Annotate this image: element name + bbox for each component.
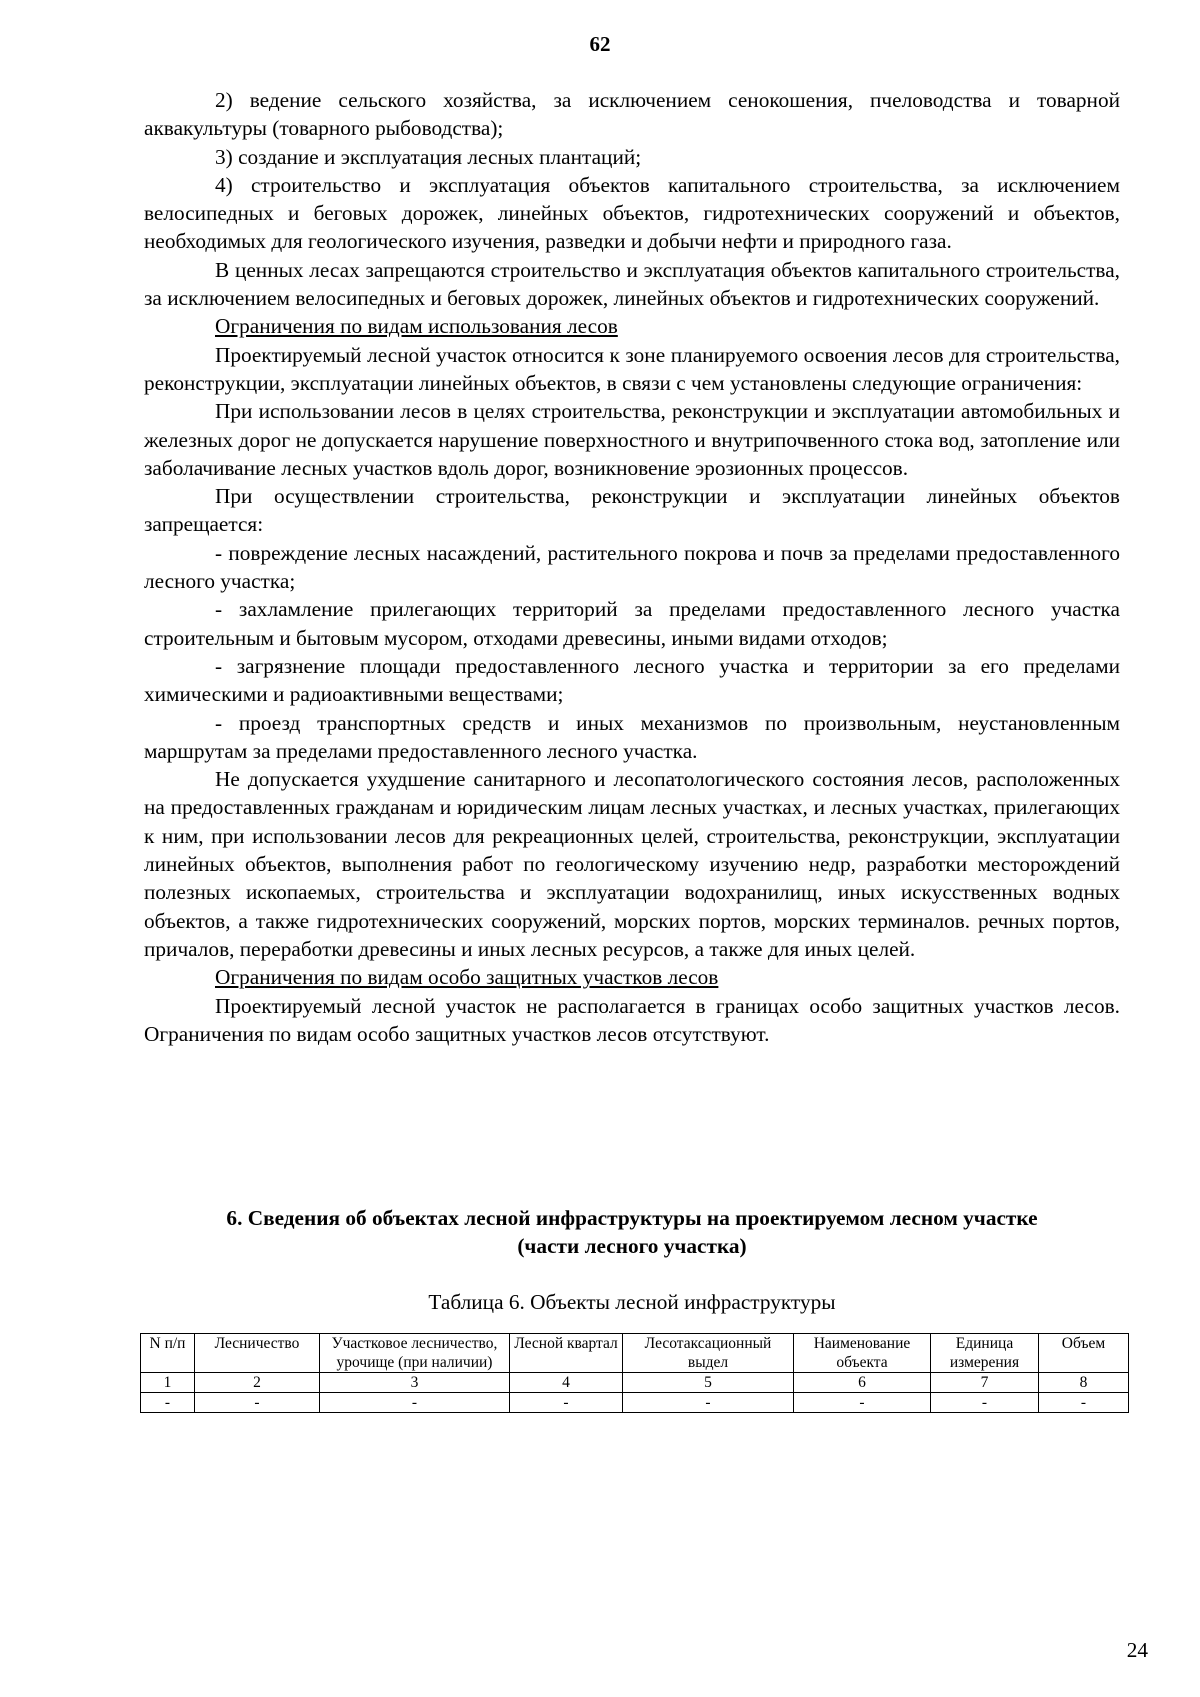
table-cell: -: [195, 1393, 320, 1413]
paragraph: В ценных лесах запрещаются строительство и эксплуатация объектов капитального строительства, за исключением велосипедных и беговых дорожек, линейных объектов и гидротехнических сооружений.: [144, 257, 1120, 311]
body-text: [144, 86, 1120, 1048]
table-caption: Таблица 6. Объекты лесной инфраструктуры: [428, 1290, 836, 1314]
table-header-cell: Лесничество: [195, 1334, 320, 1373]
table-cell: 8: [1039, 1373, 1129, 1393]
subheading-protective-areas-restrictions: Ограничения по видам особо защитных участков лесов: [215, 965, 719, 990]
paragraph: 2) ведение сельского хозяйства, за исключением сенокошения, пчеловодства и товарной аквакультуры (товарного рыбоводства);: [144, 88, 1120, 141]
table-header-cell: Лесотаксационный выдел: [623, 1334, 794, 1373]
table-cell: -: [510, 1393, 623, 1413]
section-heading-line2: (части лесного участка): [517, 1234, 747, 1258]
table-row: [141, 1373, 1129, 1393]
page-number-bottom: 24: [1126, 1638, 1148, 1662]
paragraph: При осуществлении строительства, реконструкции и эксплуатации линейных объектов запрещается:: [144, 484, 1120, 537]
table-cell: 6: [794, 1373, 931, 1393]
table-cell: -: [141, 1393, 195, 1413]
paragraph: Проектируемый лесной участок относится к зоне планируемого освоения лесов для строительства, реконструкции, эксплуатации линейных объектов, в связи с чем установлены следующие ограничения:: [144, 342, 1120, 395]
subheading-forest-use-restrictions: Ограничения по видам использования лесов: [215, 314, 618, 339]
list-item: - проезд транспортных средств и иных механизмов по произвольным, неустановленным маршрутам за пределами предоставленного лесного участка.: [144, 710, 1120, 763]
table-header-cell: Единица измерения: [931, 1334, 1039, 1373]
page-number-top: 62: [589, 32, 611, 56]
paragraph: 3) создание и эксплуатация лесных плантаций;: [215, 144, 642, 169]
table-cell: 7: [931, 1373, 1039, 1393]
table-cell: -: [320, 1393, 510, 1413]
table-header-cell: Лесной квартал: [510, 1334, 623, 1373]
table-cell: -: [623, 1393, 794, 1413]
table-cell: -: [794, 1393, 931, 1413]
table-cell: 5: [623, 1373, 794, 1393]
table-cell: 3: [320, 1373, 510, 1393]
paragraph: 4) строительство и эксплуатация объектов капитального строительства, за исключением велосипедных и беговых дорожек, линейных объектов, гидротехнических сооружений и объектов, необходимых для геологического изучения, разведки и добычи нефти и природного газа.: [144, 172, 1120, 254]
table-cell: 2: [195, 1373, 320, 1393]
paragraph: Не допускается ухудшение санитарного и лесопатологического состояния лесов, расположенных на предоставленных гражданам и юридическим лицам лесных участках, и лесных участках, прилегающих к ним, при использовании лесов для рекреационных целей, строительства, реконструкции, эксплуатации линейных объектов, выполнения работ по геологическому изучению недр, разработки месторождений полезных ископаемых, строительства и эксплуатации водохранилищ, иных искусственных водных объектов, а также гидротехнических сооружений, морских портов, морских терминалов. речных портов, причалов, переработки древесины и иных лесных ресурсов, а также для иных целей.: [144, 767, 1120, 961]
list-item: - захламление прилегающих территорий за пределами предоставленного лесного участка строительным и бытовым мусором, отходами древесины, иными видами отходов;: [144, 597, 1120, 650]
paragraph: Проектируемый лесной участок не располагается в границах особо защитных участков лесов. Ограничения по видам особо защитных участков лесов отсутствуют.: [144, 993, 1120, 1046]
section-heading-line1: 6. Сведения об объектах лесной инфраструктуры на проектируемом лесном участке: [226, 1206, 1038, 1230]
table-header-cell: Объем: [1039, 1334, 1129, 1373]
infrastructure-table: [140, 1333, 1129, 1413]
table-cell: 4: [510, 1373, 623, 1393]
list-item: - загрязнение площади предоставленного лесного участка и территории за его пределами химическими и радиоактивными веществами;: [144, 653, 1120, 707]
table-header-cell: Наименование объекта: [794, 1334, 931, 1373]
table-row: [141, 1393, 1129, 1413]
table-cell: -: [931, 1393, 1039, 1413]
table-header-row: [141, 1334, 1129, 1373]
table-cell: 1: [141, 1373, 195, 1393]
table-header-cell: Участковое лесничество, урочище (при наличии): [320, 1334, 510, 1373]
paragraph: При использовании лесов в целях строительства, реконструкции и эксплуатации автомобильных и железных дорог не допускается нарушение поверхностного и внутрипочвенного стока вод, затопление или заболачивание лесных участков вдоль дорог, возникновение эрозионных процессов.: [144, 399, 1120, 480]
table-cell: -: [1039, 1393, 1129, 1413]
section-heading: [144, 1204, 1120, 1260]
table-header-cell: N п/п: [141, 1334, 195, 1373]
list-item: - повреждение лесных насаждений, растительного покрова и почв за пределами предоставленного лесного участка;: [144, 540, 1120, 594]
